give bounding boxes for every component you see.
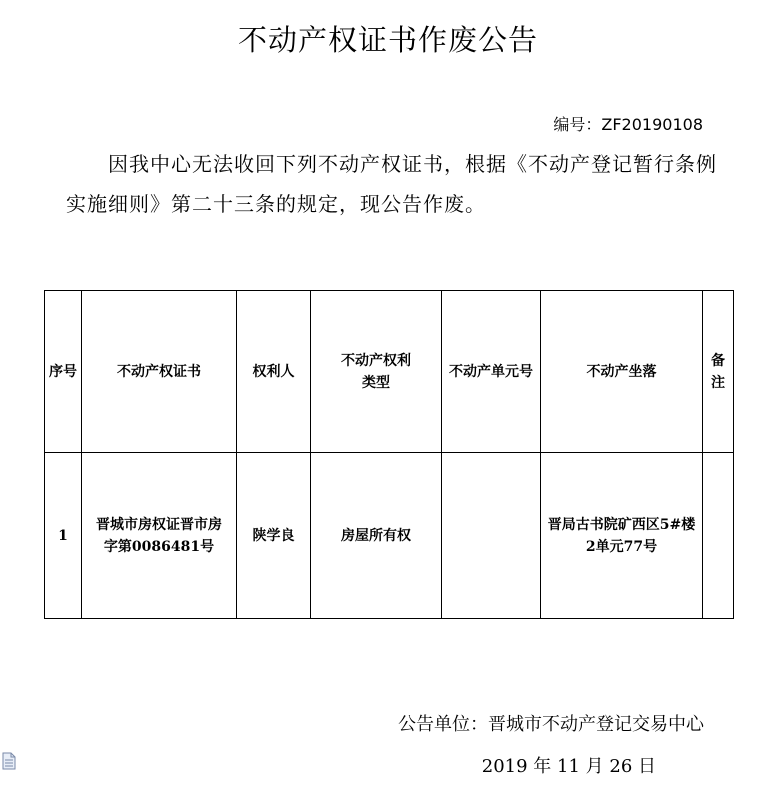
table-row xyxy=(45,453,734,619)
notice-title: 不动产权证书作废公告 xyxy=(237,23,538,57)
header-certificate: 不动产权证书 xyxy=(82,291,237,453)
document-icon[interactable] xyxy=(2,752,16,770)
notice-date: 2019 年 11 月 26 日 xyxy=(481,756,656,777)
cell-remark xyxy=(703,453,734,619)
cell-location: 晋局古书院矿西区5#楼2单元77号 xyxy=(541,453,703,619)
certificate-table xyxy=(44,290,734,619)
cell-unit-no xyxy=(442,453,541,619)
header-remark: 备注 xyxy=(703,291,734,453)
cell-right-type: 房屋所有权 xyxy=(311,453,442,619)
header-location: 不动产坐落 xyxy=(541,291,703,453)
header-holder: 权利人 xyxy=(237,291,311,453)
cell-holder: 陕学良 xyxy=(237,453,311,619)
header-index: 序号 xyxy=(45,291,82,453)
cell-certificate: 晋城市房权证晋市房字第0086481号 xyxy=(82,453,237,619)
header-right-type: 不动产权利类型 xyxy=(311,291,442,453)
issuing-unit: 公告单位：晋城市不动产登记交易中心 xyxy=(398,714,704,735)
cell-index: 1 xyxy=(45,453,82,619)
header-unit-no: 不动产单元号 xyxy=(442,291,541,453)
table-header-row xyxy=(45,291,734,453)
document-number: 编号：ZF20190108 xyxy=(553,115,703,134)
notice-body: 因我中心无法收回下列不动产权证书，根据《不动产登记暂行条例实施细则》第二十三条的规定，现公告作废。 xyxy=(66,152,717,216)
